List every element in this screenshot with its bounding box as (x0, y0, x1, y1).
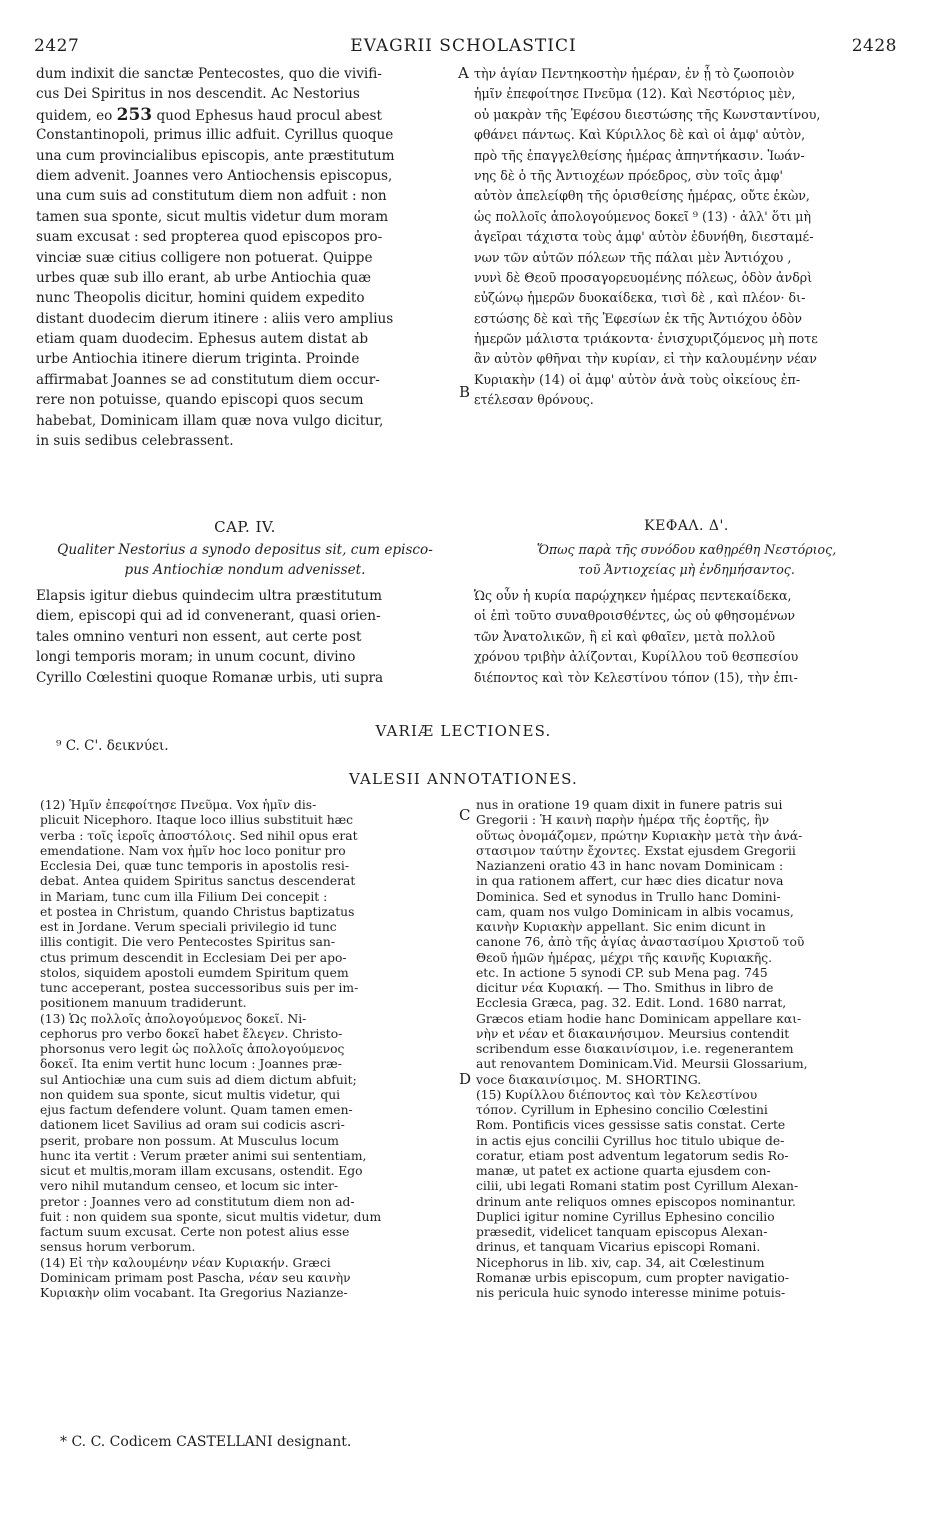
greek-chapter-text (474, 586, 899, 688)
greek-chapter-subtitle (474, 540, 899, 581)
text-line: οἱ ἐπὶ τοῦτο συναθροισθέντες, ὡς οὐ φθησομένων (474, 608, 796, 624)
text-line: longi temporis moram; in unum cocunt, divino (36, 649, 356, 666)
text-line: ctus primum descendit in Ecclesiam Dei per apo- (40, 950, 347, 965)
text-line: Ὡς οὖν ἡ κυρία παρῴχηκεν ἡμέρας πεντεκαίδεκα, (474, 588, 792, 603)
text-line: ἡμῖν ἐπεφοίτησε Πνεῦμα (12). Καὶ Νεστόριος μὲν, (474, 86, 796, 102)
text-line: urbes quæ sub illo erant, ab urbe Antiochia quæ (36, 269, 372, 286)
text-line: ἡμερῶν μάλιστα τριάκοντα· ἐνισχυριζόμενος μὴ ποτε (474, 331, 818, 347)
text-line: tamen sua sponte, sicut multis videtur dum moram (36, 208, 389, 225)
text-line: positionem manuum tradiderunt. (40, 996, 247, 1011)
margin-marker-d: D (459, 1070, 472, 1088)
text-line: τοῦ Ἀντιοχείας μὴ ἐνδημήσαντος. (578, 562, 795, 578)
text-line: emendatione. Nam vox ἡμῖν hoc loco ponitur pro (40, 843, 346, 858)
text-line: (13) Ὡς πολλοῖς ἀπολογούμενος δοκεῖ. Ni- (40, 1011, 307, 1026)
text-line: una cum provincialibus episcopis, ante præstitutum (36, 147, 395, 164)
text-line: factum suum excusat. Certe non potest alius esse (40, 1225, 350, 1239)
text-line: Cyrillo Cœlestini quoque Romanæ urbis, uti supra (36, 669, 384, 686)
text-line: cam, quam nos vulgo Dominicam in albis vocamus, (476, 904, 794, 919)
text-line: (12) Ἡμῖν ἐπεφοίτησε Πνεῦμα. Vox ἡμῖν dis- (40, 798, 317, 812)
text-line: Gregorii : Ἡ καινὴ παρὴν ἡμέρα τῆς ἑορτῆς, ἣν (476, 813, 770, 828)
text-line: scribendum esse διακαινίσιμον, i.e. regenerantem (476, 1042, 794, 1056)
text-line: non quidem sua sponte, sicut multis videtur, qui (40, 1087, 341, 1102)
page-number-left: 2427 (34, 36, 80, 56)
text-line: stolos, siquidem apostoli eumdem Spiritum quem (40, 965, 349, 980)
text-line: ejus factum defendere volunt. Quam tamen emen- (40, 1103, 353, 1117)
text-line: πρὸ τῆς ἐπαγγελθείσης ἡμέρας ἀπηντήκασιν. Ἰωάν- (474, 147, 805, 163)
varia-lectiones-heading: VARIÆ LECTIONES. (375, 722, 552, 740)
text-line: diem advenit. Joannes vero Antiochensis episcopus, (36, 167, 393, 184)
text-line: manæ, ut patet ex actione quarta ejusdem con- (476, 1164, 771, 1178)
text-line: τῶν Ἀνατολικῶν, ἢ εἰ καὶ φθαῖεν, μετὰ πολλοῦ (474, 628, 776, 644)
text-line: τόπον. Cyrillum in Ephesino concilio Cœlestini (476, 1103, 768, 1117)
text-line: Rom. Pontificis vices gessisse satis constat. Certe (476, 1118, 786, 1133)
text-line: εὐζώνῳ ἡμερῶν δυοκαίδεκα, τισὶ δὲ , καὶ πλέον· δι- (474, 290, 806, 306)
text-line: φθάνει πάντως. Καὶ Κύριλλος δὲ καὶ οἱ ἀμφ' αὐτὸν, (474, 127, 806, 143)
annotations-right-column (476, 798, 898, 1301)
text-line: tales omnino venturi non essent, aut certe post (36, 628, 362, 645)
text-line: οὐ μακρὰν τῆς Ἐφέσου διεστώσης τῆς Κωνσταντίνου, (474, 106, 821, 122)
text-line: οὕτως ὀνομάζομεν, πρώτην Κυριακὴν μετὰ τὴν ἀνά- (476, 828, 803, 843)
text-line: Elapsis igitur diebus quindecim ultra præstitutum (36, 588, 383, 604)
running-title: EVAGRII SCHOLASTICI (350, 36, 577, 56)
text-line: præsedit, videlicet tanquam episcopus Alexan- (476, 1225, 768, 1239)
text-line: dum indixit die sanctæ Pentecostes, quo die vivifi- (36, 66, 382, 82)
text-line: Nazianzeni oratio 43 in hanc novam Dominicam : (476, 859, 784, 873)
text-line: tunc acceperant, postea successoribus suis per im- (40, 981, 359, 995)
text-line: sicut et multis,moram illam excusans, ostendit. Ego (40, 1164, 363, 1178)
latin-text-column (36, 64, 454, 451)
text-line: habebat, Dominicam illam quæ nova vulgo dicitur, (36, 412, 384, 429)
text-line: dicitur νέα Κυριακή. — Tho. Smithus in libro de (476, 981, 774, 995)
text-line: plicuit Nicephoro. Itaque loco illius substituit hæc (40, 813, 354, 828)
text-line: ὡς πολλοῖς ἀπολογούμενος δοκεῖ ⁹ (13) · ἀλλ' ὅτι μὴ (474, 208, 811, 224)
text-line: pserit, probare non possum. At Musculus locum (40, 1133, 339, 1148)
text-line: Romanæ urbis episcopum, cum propter navigatio- (476, 1270, 789, 1285)
text-line: Dominica. Sed et synodus in Trullo hanc Domini- (476, 889, 781, 904)
margin-marker-c: C (459, 806, 471, 824)
text-line: pus Antiochiæ nondum advenisset. (124, 562, 366, 579)
text-line: est in Jordane. Verum speciali privilegio id tunc (40, 920, 337, 934)
text-line: Κυριακὴν olim vocabant. Ita Gregorius Nazianze- (40, 1286, 348, 1300)
text-line: (14) Εἰ τὴν καλουμένην νέαν Κυριακήν. Græci (40, 1255, 331, 1270)
text-line: ἀγεῖραι τάχιστα τοὺς ἀμφ' αὐτὸν ἐδυνήθη, διεσταμέ- (474, 229, 814, 245)
text-line: Dominicam primam post Pascha, νέαν seu καινὴν (40, 1270, 351, 1285)
text-line: una cum suis ad constitutum diem non adfuit : non (36, 188, 387, 205)
text-line: debat. Antea quidem Spiritus sanctus descenderat (40, 874, 356, 889)
text-line: etiam quam duodecim. Ephesus autem distat ab (36, 331, 369, 348)
column-number: 253 (116, 104, 153, 125)
text-line: δοκεῖ. Ita enim vertit hunc locum : Joannes præ- (40, 1057, 342, 1072)
latin-chapter-subtitle (36, 540, 454, 581)
latin-chapter-heading: CAP. IV. (214, 518, 276, 536)
greek-chapter-heading: ΚΕΦΑΛ. Δ'. (644, 518, 729, 534)
text-line: καινὴν Κυριακὴν appellant. Sic enim dicunt in (476, 920, 766, 934)
text-line: distant duodecim dierum itinere : aliis vero amplius (36, 310, 394, 327)
text-line: et postea in Christum, quando Christus baptizatus (40, 904, 355, 919)
text-line: affirmabat Joannes se ad constitutum diem occur- (36, 371, 380, 388)
text-line: suam excusat : sed propterea quod episcopos pro- (36, 229, 383, 246)
text-line: Qualiter Nestorius a synodo depositus sit, cum episco- (57, 542, 433, 558)
text-line: canone 76, ἀπὸ τῆς ἁγίας ἀναστασίμου Χριστοῦ τοῦ (476, 935, 805, 950)
text-line: νὴν et νέαν et διακαινήσιμον. Meursius contendit (476, 1026, 790, 1041)
text-line: aut renovantem Dominicam.Vid. Meursii Glossarium, (476, 1057, 808, 1072)
text-line: verba : τοῖς ἱεροῖς ἀποστόλοις. Sed nihil opus erat (40, 828, 358, 843)
text-line: Θεοῦ ἡμῶν ἡμέρας, μέχρι τῆς καινῆς Κυριακῆς. (476, 950, 773, 965)
footer-note: * C. C. Codicem CASTELLANI designant. (60, 1434, 352, 1450)
greek-text-column (474, 64, 899, 411)
text-line: Ecclesia Græca, pag. 32. Edit. Lond. 1680 narrat, (476, 996, 787, 1011)
text-line: cus Dei Spiritus in nos descendit. Ac Nestorius (36, 86, 360, 103)
text-line: cilii, ubi legati Romani statim post Cyrillum Alexan- (476, 1179, 799, 1194)
text-line: χρόνου τριβὴν ἀλίζονται, Κυρίλλου τοῦ θεσπεσίου (474, 649, 799, 665)
text-line: τὴν ἁγίαν Πεντηκοστὴν ἡμέραν, ἐν ᾗ τὸ ζωοποιὸν (474, 66, 795, 81)
text-line: vinciæ suæ citius colligere non potuerat. Quippe (36, 249, 373, 266)
text-line: rere non potuisse, quando episcopi quos secum (36, 392, 364, 409)
text-line: drinum ante reliquos omnes episcopos nominantur. (476, 1194, 796, 1209)
text-line: (15) Κυρίλλου διέποντος καὶ τὸν Κελεστίνου (476, 1087, 758, 1102)
text-line: diem, episcopi qui ad id convenerant, quasi orien- (36, 608, 381, 625)
latin-chapter-text (36, 586, 454, 688)
text-line: drinus, et tanquam Vicarius episcopi Romani. (476, 1240, 761, 1255)
text-line: Græcos etiam hodie hanc Dominicam appellare και- (476, 1011, 802, 1026)
text-line: ἂν αὐτὸν φθῆναι τὴν κυρίαν, εἰ τὴν καλουμένην νέαν (474, 351, 817, 367)
text-line: in qua rationem affert, cur hæc dies dicatur nova (476, 874, 784, 889)
text-line: fuit : non quidem sua sponte, sicut multis videtur, dum (40, 1209, 382, 1224)
page-number-right: 2428 (851, 36, 897, 56)
text-line: ετέλεσαν θρόνους. (474, 392, 594, 408)
text-line: cephorus pro verbo δοκεῖ habet ἔλεγεν. Christo- (40, 1026, 343, 1041)
text-line: urbe Antiochia itinere dierum triginta. Proinde (36, 351, 360, 368)
text-line: quidem, eo 253 quod Ephesus haud procul abest (36, 104, 382, 125)
text-line: in Mariam, tunc cum illa Filium Dei concepit : (40, 889, 328, 904)
text-line: διέποντος καὶ τὸν Κελεστίνου τόπον (15), τὴν ἐπι- (474, 669, 798, 685)
text-line: nunc Theopolis dicitur, homini quidem expedito (36, 290, 365, 307)
varia-lectiones-note: ⁹ C. C'. δεικνύει. (56, 738, 169, 754)
text-line: nus in oratione 19 quam dixit in funere patris sui (476, 798, 783, 812)
text-line: pretor : Joannes vero ad constitutum diem non ad- (40, 1194, 355, 1209)
text-line: Duplici igitur nomine Cyrillus Ephesino concilio (476, 1209, 775, 1224)
text-line: voce διακαινίσιμος. M. SHORTING. (476, 1072, 702, 1087)
text-line: νης δὲ ὁ τῆς Ἀντιοχέων πρόεδρος, σὺν τοῖς ἀμφ' (474, 167, 783, 183)
text-line: Ὅπως παρὰ τῆς συνόδου καθῃρέθη Νεστόριος, (536, 542, 837, 557)
text-line: στασιμον ταύτην ἔχοντες. Exstat ejusdem Gregorii (476, 843, 796, 858)
text-line: νων τῶν αὐτῶν πόλεων τῆς πάλαι μὲν Ἀντιόχου , (474, 249, 792, 265)
text-line: νυνὶ δὲ Θεοῦ προσαγορευομένης πόλεως, ὁδὸν ἀνδρὶ (474, 269, 813, 285)
text-line: αὐτὸν ἀπελείφθη τῆς ὁρισθείσης ἡμέρας, οὔτε ἑκὼν, (474, 188, 810, 204)
text-line: in actis ejus concilii Cyrillus hoc titulo ubique de- (476, 1133, 785, 1148)
text-line: etc. In actione 5 synodi CP. sub Mena pag. 745 (476, 965, 768, 980)
text-line: sul Antiochiæ una cum suis ad diem dictum abfuit; (40, 1072, 357, 1087)
text-line: illis contigit. Die vero Pentecostes Spiritus san- (40, 935, 336, 950)
text-line: Ecclesia Dei, quæ tunc temporis in apostolis resi- (40, 859, 350, 873)
annotations-left-column (40, 798, 458, 1301)
text-line: vero nihil mutandum censeo, et locum sic inter- (40, 1179, 338, 1194)
text-line: dationem licet Savilius ad oram sui codicis ascri- (40, 1118, 345, 1133)
text-line: in suis sedibus celebrassent. (36, 433, 234, 450)
text-line: Κυριακὴν (14) οἱ ἀμφ' αὐτὸν ἀνὰ τοὺς οἰκείους ἐπ- (474, 371, 801, 387)
text-line: coratur, etiam post adventum legatorum sedis Ro- (476, 1148, 789, 1163)
text-line: sensus horum verborum. (40, 1240, 196, 1255)
text-line: Constantinopoli, primus illic adfuit. Cyrillus quoque (36, 127, 394, 144)
margin-marker-b: B (459, 383, 471, 401)
text-line: hunc ita vertit : Verum præter animi sui sententiam, (40, 1148, 367, 1163)
text-line: εστώσης δὲ καὶ τῆς Ἐφεσίων ἐκ τῆς Ἀντιόχου ὁδὸν (474, 310, 803, 326)
text-line: Nicephorus in lib. xiv, cap. 34, ait Cœlestinum (476, 1255, 765, 1270)
annotations-heading: VALESII ANNOTATIONES. (348, 770, 579, 788)
margin-marker-a: A (458, 64, 469, 82)
text-line: phorsonus vero legit ὡς πολλοῖς ἀπολογούμενος (40, 1042, 345, 1056)
text-line: nis pericula huic synodo interesse minime potuis- (476, 1286, 786, 1300)
